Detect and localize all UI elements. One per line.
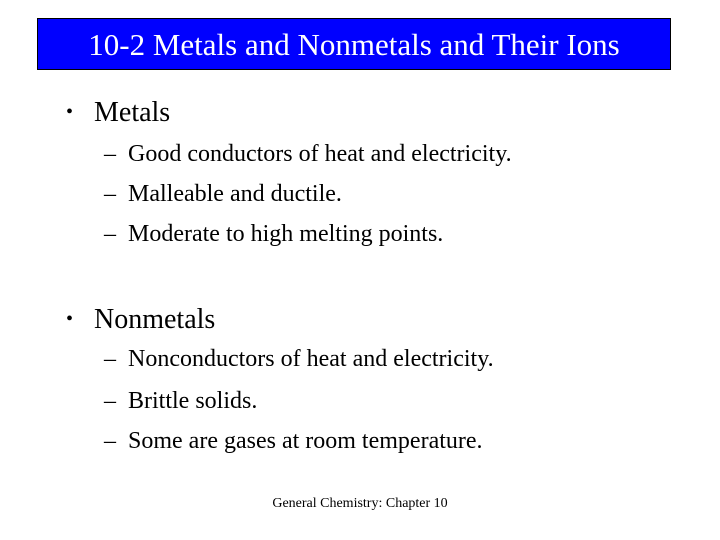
dash-icon: – — [104, 388, 116, 414]
sub-item-text: Moderate to high melting points. — [128, 221, 444, 247]
sub-item-text: Brittle solids. — [128, 388, 258, 414]
dash-icon: – — [104, 428, 116, 454]
sub-item-nonmetals-3 — [104, 427, 483, 455]
bullet-heading-metals: Metals — [94, 97, 171, 128]
dash-icon: – — [104, 141, 116, 167]
sub-item-nonmetals-2 — [104, 387, 257, 415]
sub-item-nonmetals-1 — [104, 345, 494, 373]
bullet-metals — [66, 96, 170, 129]
bullet-dot-icon: • — [66, 101, 74, 123]
sub-item-metals-1 — [104, 140, 512, 168]
title-bar — [37, 18, 671, 70]
sub-item-text: Nonconductors of heat and electricity. — [128, 346, 494, 372]
sub-item-text: Malleable and ductile. — [128, 181, 342, 207]
dash-icon: – — [104, 221, 116, 247]
sub-item-text: Some are gases at room temperature. — [128, 428, 483, 454]
sub-item-text: Good conductors of heat and electricity. — [128, 141, 512, 167]
bullet-dot-icon: • — [66, 308, 74, 330]
slide-footer: General Chemistry: Chapter 10 — [272, 496, 448, 511]
dash-icon: – — [104, 181, 116, 207]
dash-icon: – — [104, 346, 116, 372]
bullet-nonmetals — [66, 303, 215, 336]
sub-item-metals-2 — [104, 180, 342, 208]
slide-title: 10-2 Metals and Nonmetals and Their Ions — [88, 26, 620, 62]
sub-item-metals-3 — [104, 220, 443, 248]
bullet-heading-nonmetals: Nonmetals — [94, 304, 216, 335]
